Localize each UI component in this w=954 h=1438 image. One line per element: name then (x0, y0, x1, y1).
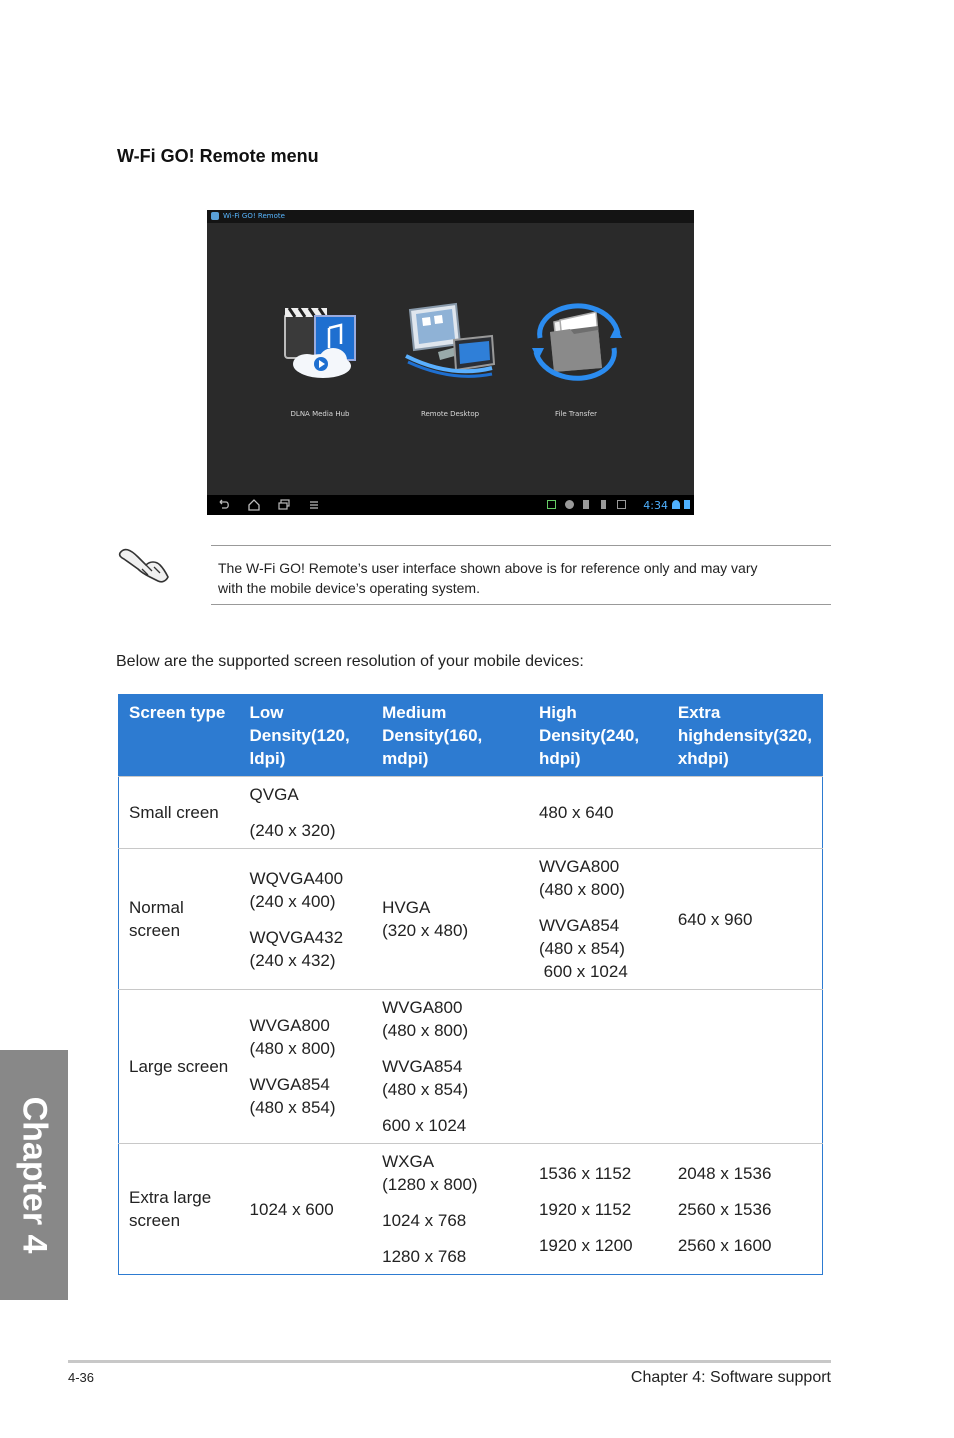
media-hub-icon (277, 298, 363, 384)
table-header-row (119, 695, 823, 777)
header-medium-density: Medium Density(160, mdpi) (372, 695, 529, 777)
cell-low-density: QVGA (240 x 320) (240, 777, 373, 849)
table-row (119, 1144, 823, 1275)
cell-low-density: WQVGA400 (240 x 400) WQVGA432 (240 x 432) (240, 849, 373, 990)
app-title-bar (207, 210, 694, 223)
cell-high-density (529, 990, 668, 1144)
system-navigation-bar (207, 495, 694, 515)
footer-chapter-title: Chapter 4: Software support (630, 1369, 831, 1386)
cell-low-density: 1024 x 600 (240, 1144, 373, 1275)
screenshot-notification-icon (547, 500, 556, 509)
cell-extra-high-density (668, 777, 823, 849)
signal-icon (684, 500, 690, 509)
header-low-density: Low Density(120, ldpi) (240, 695, 373, 777)
remote-desktop-icon (400, 298, 500, 384)
cell-low-density: WVGA800 (480 x 800) WVGA854 (480 x 854) (240, 990, 373, 1144)
note-text (218, 558, 831, 598)
cell-screen-type: Large screen (119, 990, 240, 1144)
header-screen-type: Screen type (119, 695, 240, 777)
tile-label: DLNA Media Hub (290, 410, 350, 418)
tile-file-transfer[interactable] (521, 298, 631, 418)
clock: 4:34 (643, 499, 668, 512)
cell-extra-high-density (668, 990, 823, 1144)
cell-medium-density: HVGA (320 x 480) (372, 849, 529, 990)
back-icon[interactable] (217, 499, 231, 511)
page-number: 4-36 (68, 1370, 95, 1385)
table-row (119, 777, 823, 849)
tile-label: File Transfer (554, 410, 598, 418)
chapter-tab (0, 1050, 68, 1300)
app-icon (211, 212, 219, 220)
cell-medium-density: WXGA (1280 x 800) 1024 x 768 1280 x 768 (372, 1144, 529, 1275)
usb-icon (601, 500, 606, 509)
section-heading: W-Fi GO! Remote menu (117, 146, 319, 166)
cell-extra-high-density: 640 x 960 (668, 849, 823, 990)
cell-high-density: 480 x 640 (529, 777, 668, 849)
resolution-table (118, 694, 823, 1275)
tile-remote-desktop[interactable] (395, 298, 505, 418)
note-line: with the mobile device’s operating system. (218, 580, 480, 596)
file-transfer-icon (526, 298, 626, 384)
table-row (119, 990, 823, 1144)
cell-medium-density (372, 777, 529, 849)
cell-screen-type: Extra large screen (119, 1144, 240, 1275)
cell-high-density: WVGA800 (480 x 800) WVGA854 (480 x 854) 600 x 1024 (529, 849, 668, 990)
cell-extra-high-density: 2048 x 1536 2560 x 1536 2560 x 1600 (668, 1144, 823, 1275)
header-extra-high-density: Extra highdensity(320, xhdpi) (668, 695, 823, 777)
hand-note-icon (116, 543, 172, 587)
table-row (119, 849, 823, 990)
footer-divider (68, 1360, 831, 1363)
cell-screen-type: Small creen (119, 777, 240, 849)
menu-icon[interactable] (307, 499, 321, 511)
home-icon[interactable] (247, 499, 261, 511)
settings-notification-icon (565, 500, 574, 509)
tile-dlna-media-hub[interactable] (265, 298, 375, 418)
intro-text: Below are the supported screen resolution of your mobile devices: (116, 653, 584, 670)
cell-high-density: 1536 x 1152 1920 x 1152 1920 x 1200 (529, 1144, 668, 1275)
cell-medium-density: WVGA800 (480 x 800) WVGA854 (480 x 854) 600 x 1024 (372, 990, 529, 1144)
wifi-go-remote-screenshot (207, 210, 694, 515)
tile-label: Remote Desktop (420, 410, 480, 418)
recent-apps-icon[interactable] (277, 499, 291, 511)
wifi-icon (672, 500, 680, 509)
android-notification-icon (583, 500, 589, 509)
note-box (211, 545, 831, 605)
chapter-tab-label: Chapter 4 (15, 1096, 54, 1254)
cell-screen-type: Normal screen (119, 849, 240, 990)
app-title: Wi-Fi GO! Remote (223, 212, 285, 220)
battery-icon (617, 500, 626, 509)
note-line: The W-Fi GO! Remote’s user interface shown above is for reference only and may vary (218, 560, 758, 576)
header-high-density: High Density(240, hdpi) (529, 695, 668, 777)
